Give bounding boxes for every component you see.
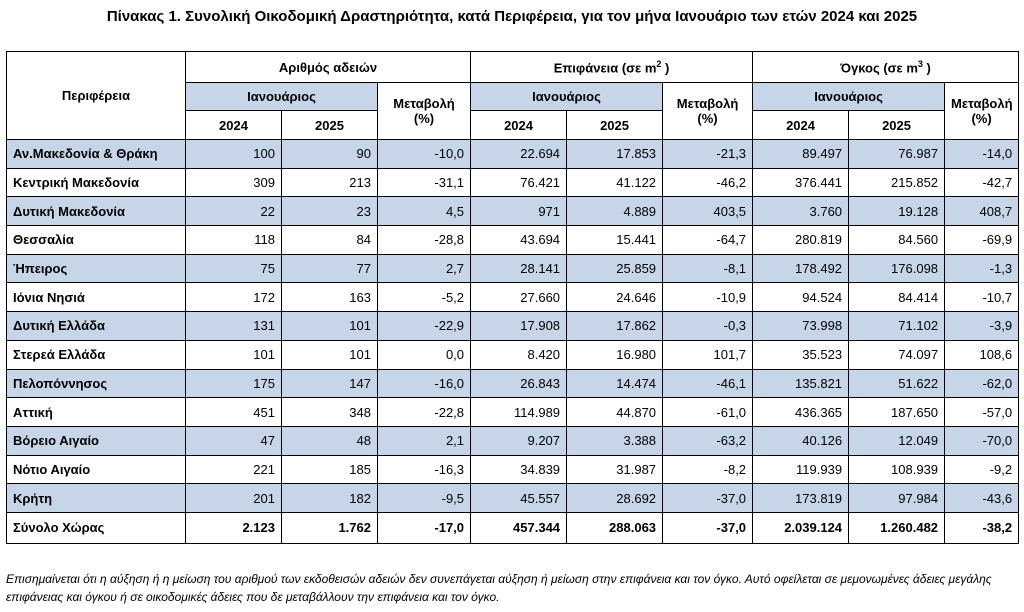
- value-cell: 44.870: [567, 398, 663, 427]
- value-cell: 9.207: [471, 426, 567, 455]
- total-value-cell: 2.123: [186, 512, 282, 543]
- value-cell: -62,0: [945, 369, 1019, 398]
- total-value-cell: 2.039.124: [753, 512, 849, 543]
- value-cell: 4,5: [378, 197, 471, 226]
- value-cell: -70,0: [945, 426, 1019, 455]
- region-cell: Ιόνια Νησιά: [7, 283, 186, 312]
- value-cell: 175: [186, 369, 282, 398]
- value-cell: 147: [282, 369, 378, 398]
- value-cell: -9,5: [378, 484, 471, 513]
- table-title: Πίνακας 1. Συνολική Οικοδομική Δραστηριότητα, κατά Περιφέρεια, για τον μήνα Ιανουάριο των ετών 2024 και 2025: [106, 8, 918, 25]
- value-cell: 84.414: [849, 283, 945, 312]
- value-cell: -57,0: [945, 398, 1019, 427]
- value-cell: -43,6: [945, 484, 1019, 513]
- value-cell: 41.122: [567, 168, 663, 197]
- table-row: [7, 168, 1019, 197]
- header-area-2025: 2025: [567, 111, 663, 140]
- value-cell: -37,0: [663, 484, 753, 513]
- header-permits-change: Μεταβολή (%): [378, 83, 471, 140]
- header-area-january: Ιανουάριος: [471, 83, 663, 111]
- region-cell: Πελοπόννησος: [7, 369, 186, 398]
- value-cell: 101: [282, 340, 378, 369]
- value-cell: 76.421: [471, 168, 567, 197]
- value-cell: 8.420: [471, 340, 567, 369]
- value-cell: 31.987: [567, 455, 663, 484]
- table-row: [7, 340, 1019, 369]
- region-cell: Αττική: [7, 398, 186, 427]
- value-cell: 17.853: [567, 140, 663, 169]
- table-row: [7, 312, 1019, 341]
- value-cell: -8,1: [663, 254, 753, 283]
- value-cell: 3.388: [567, 426, 663, 455]
- region-cell: Βόρειο Αιγαίο: [7, 426, 186, 455]
- value-cell: -16,0: [378, 369, 471, 398]
- table-row: [7, 283, 1019, 312]
- header-volume: Όγκος (σε $m^3$ ): [753, 52, 1019, 83]
- value-cell: 75: [186, 254, 282, 283]
- total-value-cell: 457.344: [471, 512, 567, 543]
- value-cell: 73.998: [753, 312, 849, 341]
- value-cell: -9,2: [945, 455, 1019, 484]
- value-cell: -69,9: [945, 226, 1019, 255]
- value-cell: 84: [282, 226, 378, 255]
- total-value-cell: -17,0: [378, 512, 471, 543]
- value-cell: -28,8: [378, 226, 471, 255]
- value-cell: 201: [186, 484, 282, 513]
- value-cell: -14,0: [945, 140, 1019, 169]
- value-cell: 118: [186, 226, 282, 255]
- value-cell: 89.497: [753, 140, 849, 169]
- value-cell: 25.859: [567, 254, 663, 283]
- value-cell: 3.760: [753, 197, 849, 226]
- value-cell: 119.939: [753, 455, 849, 484]
- value-cell: -21,3: [663, 140, 753, 169]
- total-label: Σύνολο Χώρας: [7, 512, 186, 543]
- value-cell: 408,7: [945, 197, 1019, 226]
- total-value-cell: 1.260.482: [849, 512, 945, 543]
- value-cell: 108.939: [849, 455, 945, 484]
- value-cell: 100: [186, 140, 282, 169]
- value-cell: 4.889: [567, 197, 663, 226]
- value-cell: 187.650: [849, 398, 945, 427]
- value-cell: 22: [186, 197, 282, 226]
- header-volume-change: Μεταβολή (%): [945, 83, 1019, 140]
- header-permits-2025: 2025: [282, 111, 378, 140]
- value-cell: -22,9: [378, 312, 471, 341]
- value-cell: 215.852: [849, 168, 945, 197]
- value-cell: -5,2: [378, 283, 471, 312]
- statistics-table: [6, 51, 1019, 544]
- table-row: [7, 426, 1019, 455]
- table-row: [7, 226, 1019, 255]
- value-cell: 12.049: [849, 426, 945, 455]
- value-cell: 71.102: [849, 312, 945, 341]
- region-cell: Αν.Μακεδονία & Θράκη: [7, 140, 186, 169]
- value-cell: 90: [282, 140, 378, 169]
- value-cell: 182: [282, 484, 378, 513]
- value-cell: 22.694: [471, 140, 567, 169]
- value-cell: 35.523: [753, 340, 849, 369]
- value-cell: 101,7: [663, 340, 753, 369]
- region-cell: Νότιο Αιγαίο: [7, 455, 186, 484]
- header-permits-2024: 2024: [186, 111, 282, 140]
- total-value-cell: 1.762: [282, 512, 378, 543]
- value-cell: 76.987: [849, 140, 945, 169]
- header-area-change: Μεταβολή (%): [663, 83, 753, 140]
- value-cell: 309: [186, 168, 282, 197]
- value-cell: 101: [186, 340, 282, 369]
- value-cell: 108,6: [945, 340, 1019, 369]
- value-cell: -61,0: [663, 398, 753, 427]
- table-row: [7, 254, 1019, 283]
- value-cell: 348: [282, 398, 378, 427]
- value-cell: 436.365: [753, 398, 849, 427]
- value-cell: 176.098: [849, 254, 945, 283]
- value-cell: 280.819: [753, 226, 849, 255]
- value-cell: 74.097: [849, 340, 945, 369]
- table-row: [7, 398, 1019, 427]
- value-cell: 45.557: [471, 484, 567, 513]
- total-value-cell: -38,2: [945, 512, 1019, 543]
- value-cell: 163: [282, 283, 378, 312]
- value-cell: 178.492: [753, 254, 849, 283]
- value-cell: -10,7: [945, 283, 1019, 312]
- value-cell: -46,1: [663, 369, 753, 398]
- value-cell: 51.622: [849, 369, 945, 398]
- value-cell: 14.474: [567, 369, 663, 398]
- region-cell: Κεντρική Μακεδονία: [7, 168, 186, 197]
- footnote: Επισημαίνεται ότι η αύξηση ή η μείωση του αριθμού των εκδοθεισών αδειών δεν συνεπάγεται αύξηση ή μείωση στην επιφάνεια και τον όγκο. Αυτό οφείλεται σε μεμονωμένες άδειες μεγάλης επιφάνειας και όγκου ή σε οικοδομικές άδειες που δε μεταβάλλουν την επιφάνεια και τον όγκο.: [6, 572, 992, 604]
- value-cell: 23: [282, 197, 378, 226]
- value-cell: 17.862: [567, 312, 663, 341]
- value-cell: 48: [282, 426, 378, 455]
- header-area-2024: 2024: [471, 111, 567, 140]
- region-cell: Στερεά Ελλάδα: [7, 340, 186, 369]
- value-cell: -10,0: [378, 140, 471, 169]
- value-cell: 26.843: [471, 369, 567, 398]
- total-value-cell: 288.063: [567, 512, 663, 543]
- value-cell: 2,7: [378, 254, 471, 283]
- value-cell: 376.441: [753, 168, 849, 197]
- value-cell: 19.128: [849, 197, 945, 226]
- value-cell: 16.980: [567, 340, 663, 369]
- value-cell: -3,9: [945, 312, 1019, 341]
- value-cell: 97.984: [849, 484, 945, 513]
- value-cell: -63,2: [663, 426, 753, 455]
- region-cell: Δυτική Ελλάδα: [7, 312, 186, 341]
- table-row: [7, 455, 1019, 484]
- region-cell: Κρήτη: [7, 484, 186, 513]
- header-area: Επιφάνεια (σε $m^2$ ): [471, 52, 753, 83]
- value-cell: 84.560: [849, 226, 945, 255]
- table-row: [7, 197, 1019, 226]
- header-region: Περιφέρεια: [7, 52, 186, 140]
- table-row: [7, 369, 1019, 398]
- value-cell: 971: [471, 197, 567, 226]
- table-row: [7, 484, 1019, 513]
- value-cell: 2,1: [378, 426, 471, 455]
- value-cell: 403,5: [663, 197, 753, 226]
- header-volume-2025: 2025: [849, 111, 945, 140]
- region-cell: Θεσσαλία: [7, 226, 186, 255]
- value-cell: 114.989: [471, 398, 567, 427]
- value-cell: -10,9: [663, 283, 753, 312]
- value-cell: 94.524: [753, 283, 849, 312]
- value-cell: 17.908: [471, 312, 567, 341]
- value-cell: 15.441: [567, 226, 663, 255]
- region-cell: Δυτική Μακεδονία: [7, 197, 186, 226]
- value-cell: 173.819: [753, 484, 849, 513]
- value-cell: 185: [282, 455, 378, 484]
- total-row: [7, 512, 1019, 543]
- value-cell: 221: [186, 455, 282, 484]
- value-cell: -42,7: [945, 168, 1019, 197]
- header-permits-january: Ιανουάριος: [186, 83, 378, 111]
- value-cell: -64,7: [663, 226, 753, 255]
- value-cell: -1,3: [945, 254, 1019, 283]
- value-cell: -31,1: [378, 168, 471, 197]
- value-cell: -46,2: [663, 168, 753, 197]
- value-cell: 47: [186, 426, 282, 455]
- value-cell: 40.126: [753, 426, 849, 455]
- region-cell: Ήπειρος: [7, 254, 186, 283]
- value-cell: -22,8: [378, 398, 471, 427]
- value-cell: 0,0: [378, 340, 471, 369]
- value-cell: 27.660: [471, 283, 567, 312]
- value-cell: 213: [282, 168, 378, 197]
- value-cell: 101: [282, 312, 378, 341]
- header-volume-2024: 2024: [753, 111, 849, 140]
- header-volume-january: Ιανουάριος: [753, 83, 945, 111]
- value-cell: 451: [186, 398, 282, 427]
- value-cell: -0,3: [663, 312, 753, 341]
- total-value-cell: -37,0: [663, 512, 753, 543]
- value-cell: 135.821: [753, 369, 849, 398]
- value-cell: 24.646: [567, 283, 663, 312]
- value-cell: 77: [282, 254, 378, 283]
- value-cell: -8,2: [663, 455, 753, 484]
- value-cell: 131: [186, 312, 282, 341]
- value-cell: 28.141: [471, 254, 567, 283]
- value-cell: 172: [186, 283, 282, 312]
- value-cell: -16,3: [378, 455, 471, 484]
- value-cell: 34.839: [471, 455, 567, 484]
- value-cell: 28.692: [567, 484, 663, 513]
- value-cell: 43.694: [471, 226, 567, 255]
- header-permits: Αριθμός αδειών: [186, 52, 471, 83]
- table-row: [7, 140, 1019, 169]
